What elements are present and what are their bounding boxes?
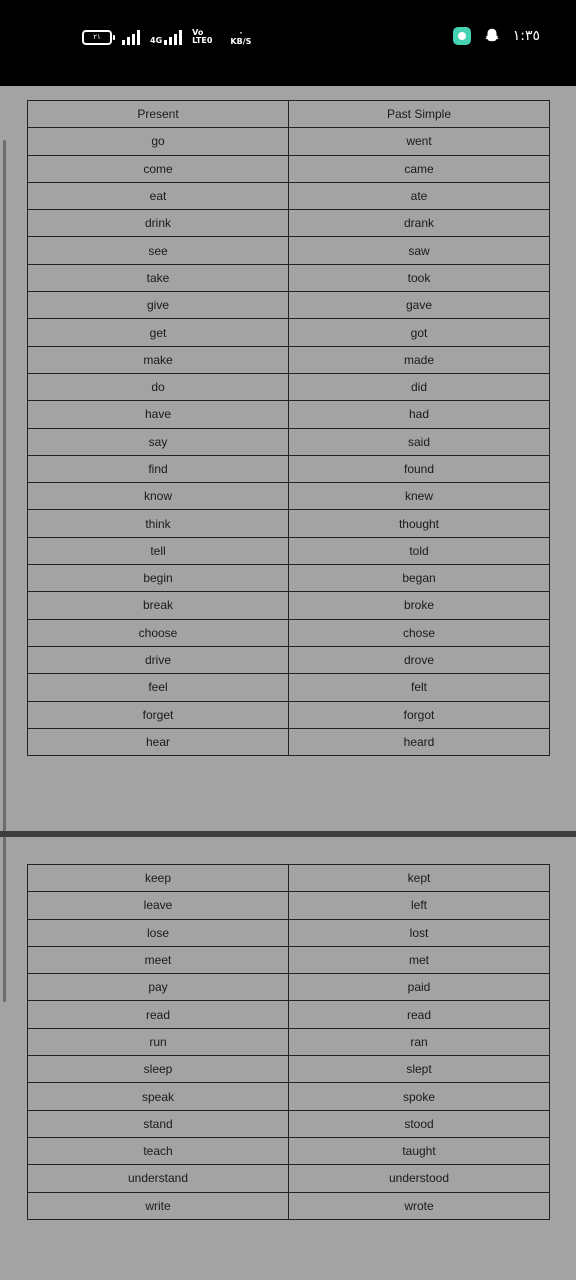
speed-unit: KB/S <box>230 37 252 46</box>
verb-table-page-2 <box>27 864 550 1220</box>
present-cell: meet <box>28 946 289 973</box>
past-simple-cell: ate <box>289 182 550 209</box>
past-simple-cell: began <box>289 565 550 592</box>
past-simple-cell: paid <box>289 974 550 1001</box>
battery-icon <box>82 30 112 45</box>
past-simple-cell: wrote <box>289 1192 550 1219</box>
past-simple-cell: drank <box>289 210 550 237</box>
table-row <box>28 1165 550 1192</box>
signal-icon <box>122 29 140 45</box>
present-cell: see <box>28 237 289 264</box>
network-type: 4G <box>150 36 163 45</box>
past-simple-cell: knew <box>289 483 550 510</box>
past-simple-cell: took <box>289 264 550 291</box>
present-cell: write <box>28 1192 289 1219</box>
app-notification-icon <box>453 27 471 45</box>
past-simple-cell: kept <box>289 865 550 892</box>
present-cell: read <box>28 1001 289 1028</box>
present-cell: teach <box>28 1137 289 1164</box>
present-cell: sleep <box>28 1056 289 1083</box>
table-row <box>28 619 550 646</box>
present-cell: drink <box>28 210 289 237</box>
past-simple-cell: went <box>289 128 550 155</box>
past-simple-cell: made <box>289 346 550 373</box>
past-simple-cell: understood <box>289 1165 550 1192</box>
page-divider <box>0 831 576 837</box>
table-row <box>28 237 550 264</box>
present-cell: come <box>28 155 289 182</box>
table-row <box>28 483 550 510</box>
present-cell: find <box>28 455 289 482</box>
present-cell: feel <box>28 674 289 701</box>
present-cell: stand <box>28 1110 289 1137</box>
past-simple-cell: drove <box>289 646 550 673</box>
present-cell: choose <box>28 619 289 646</box>
table-row <box>28 946 550 973</box>
past-simple-cell: ran <box>289 1028 550 1055</box>
column-header-present: Present <box>28 101 289 128</box>
table-row <box>28 1001 550 1028</box>
table-row <box>28 728 550 755</box>
present-cell: run <box>28 1028 289 1055</box>
present-cell: do <box>28 373 289 400</box>
table-row <box>28 701 550 728</box>
past-simple-cell: forgot <box>289 701 550 728</box>
table-row <box>28 1028 550 1055</box>
table-row <box>28 319 550 346</box>
past-simple-cell: had <box>289 401 550 428</box>
table-row <box>28 292 550 319</box>
table-row <box>28 264 550 291</box>
present-cell: forget <box>28 701 289 728</box>
present-cell: take <box>28 264 289 291</box>
past-simple-cell: chose <box>289 619 550 646</box>
present-cell: say <box>28 428 289 455</box>
present-cell: know <box>28 483 289 510</box>
past-simple-cell: lost <box>289 919 550 946</box>
table-row <box>28 455 550 482</box>
past-simple-cell: felt <box>289 674 550 701</box>
table-row <box>28 537 550 564</box>
past-simple-cell: found <box>289 455 550 482</box>
past-simple-cell: heard <box>289 728 550 755</box>
present-cell: eat <box>28 182 289 209</box>
signal-4g-icon <box>150 29 182 45</box>
table-row <box>28 1110 550 1137</box>
status-left <box>82 26 251 48</box>
past-simple-cell: did <box>289 373 550 400</box>
table-row <box>28 592 550 619</box>
past-simple-cell: broke <box>289 592 550 619</box>
table-header-row <box>28 101 550 128</box>
present-cell: get <box>28 319 289 346</box>
past-simple-cell: taught <box>289 1137 550 1164</box>
table-row <box>28 182 550 209</box>
snapchat-icon <box>483 27 501 45</box>
past-simple-cell: said <box>289 428 550 455</box>
past-simple-cell: left <box>289 892 550 919</box>
table-row <box>28 865 550 892</box>
table-row <box>28 1056 550 1083</box>
past-simple-cell: spoke <box>289 1083 550 1110</box>
battery-level: ٢١ <box>93 32 101 41</box>
table-row <box>28 892 550 919</box>
past-simple-cell: thought <box>289 510 550 537</box>
clock: ١:٣٥ <box>512 28 540 44</box>
table-row <box>28 373 550 400</box>
table-row <box>28 674 550 701</box>
status-bar <box>0 0 576 86</box>
table-row <box>28 919 550 946</box>
present-cell: pay <box>28 974 289 1001</box>
past-simple-cell: slept <box>289 1056 550 1083</box>
table-row <box>28 401 550 428</box>
table-row <box>28 128 550 155</box>
present-cell: think <box>28 510 289 537</box>
past-simple-cell: saw <box>289 237 550 264</box>
present-cell: understand <box>28 1165 289 1192</box>
present-cell: speak <box>28 1083 289 1110</box>
present-cell: leave <box>28 892 289 919</box>
table-row <box>28 210 550 237</box>
table-row <box>28 1137 550 1164</box>
network-speed <box>230 28 251 46</box>
table-row <box>28 346 550 373</box>
past-simple-cell: read <box>289 1001 550 1028</box>
column-header-past-simple: Past Simple <box>289 101 550 128</box>
past-simple-cell: met <box>289 946 550 973</box>
volte-line1: Vo <box>192 28 204 37</box>
present-cell: lose <box>28 919 289 946</box>
volte-line2: LTE0 <box>192 36 213 45</box>
scrollbar[interactable] <box>3 140 6 1002</box>
present-cell: begin <box>28 565 289 592</box>
table-row <box>28 646 550 673</box>
present-cell: give <box>28 292 289 319</box>
present-cell: drive <box>28 646 289 673</box>
past-simple-cell: told <box>289 537 550 564</box>
present-cell: keep <box>28 865 289 892</box>
table-row <box>28 155 550 182</box>
present-cell: break <box>28 592 289 619</box>
table-row <box>28 1192 550 1219</box>
present-cell: go <box>28 128 289 155</box>
table-row <box>28 974 550 1001</box>
present-cell: hear <box>28 728 289 755</box>
present-cell: have <box>28 401 289 428</box>
volte-icon <box>192 29 212 45</box>
table-row <box>28 428 550 455</box>
past-simple-cell: came <box>289 155 550 182</box>
table-row <box>28 565 550 592</box>
present-cell: make <box>28 346 289 373</box>
speed-value: ٠ <box>238 28 244 37</box>
status-right <box>453 24 540 48</box>
table-row <box>28 510 550 537</box>
verb-table-page-1 <box>27 100 550 756</box>
past-simple-cell: stood <box>289 1110 550 1137</box>
present-cell: tell <box>28 537 289 564</box>
table-row <box>28 1083 550 1110</box>
past-simple-cell: got <box>289 319 550 346</box>
past-simple-cell: gave <box>289 292 550 319</box>
